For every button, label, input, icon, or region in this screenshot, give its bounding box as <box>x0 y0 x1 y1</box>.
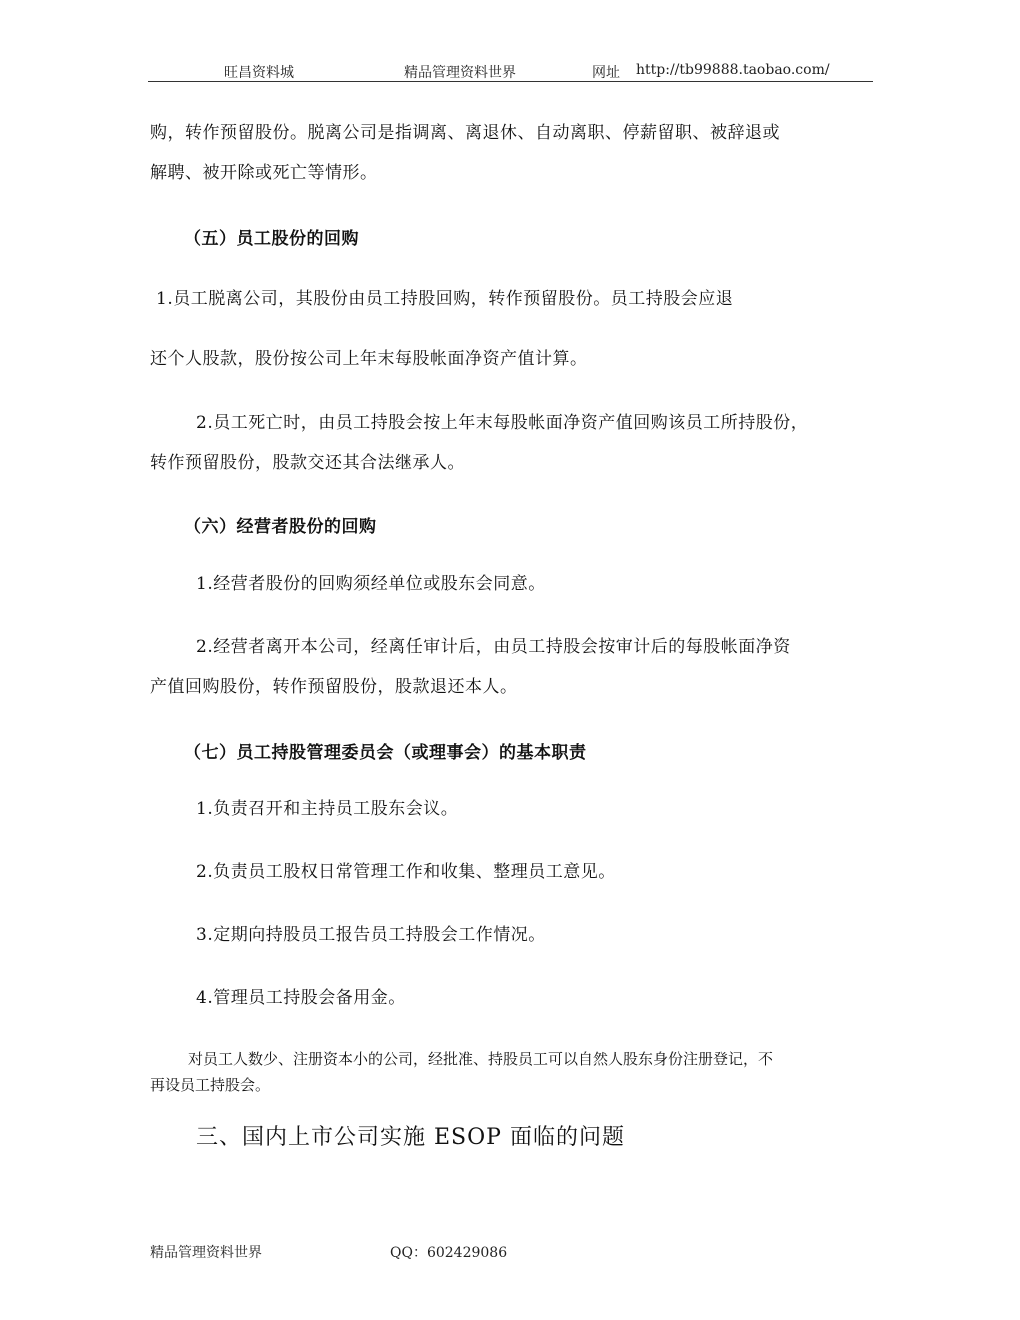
list-item: 3.定期向持股员工报告员工持股会工作情况。 <box>196 925 546 945</box>
header-left: 旺昌资料城 <box>224 65 294 81</box>
list-item: 4.管理员工持股会备用金。 <box>196 988 406 1008</box>
heading-five: （五）员工股份的回购 <box>184 229 359 249</box>
paragraph-line: 2.员工死亡时，由员工持股会按上年末每股帐面净资产值回购该员工所持股份， <box>196 413 809 433</box>
note-line: 再设员工持股会。 <box>150 1076 271 1094</box>
header-site-url: http://tb99888.taobao.com/ <box>636 62 830 78</box>
paragraph-line: 1.经营者股份的回购须经单位或股东会同意。 <box>196 574 546 594</box>
paragraph-line: 1.员工脱离公司，其股份由员工持股回购，转作预留股份。员工持股会应退 <box>156 289 734 309</box>
header-rule <box>148 81 873 82</box>
list-item: 1.负责召开和主持员工股东会议。 <box>196 799 459 819</box>
paragraph-line: 2.经营者离开本公司，经离任审计后，由员工持股会按审计后的每股帐面净资 <box>196 637 791 657</box>
heading-six: （六）经营者股份的回购 <box>184 517 377 537</box>
header-site-label: 网址 <box>592 65 620 81</box>
paragraph-line: 还个人股款，股份按公司上年末每股帐面净资产值计算。 <box>150 349 588 369</box>
list-item: 2.负责员工股权日常管理工作和收集、整理员工意见。 <box>196 862 616 882</box>
paragraph-line: 产值回购股份，转作预留股份，股款退还本人。 <box>150 677 518 697</box>
paragraph-line: 转作预留股份，股款交还其合法继承人。 <box>150 453 465 473</box>
paragraph-line: 购，转作预留股份。脱离公司是指调离、离退休、自动离职、停薪留职、被辞退或 <box>150 123 780 143</box>
header-center: 精品管理资料世界 <box>404 65 516 81</box>
paragraph-line: 解聘、被开除或死亡等情形。 <box>150 163 378 183</box>
footer-qq: QQ：602429086 <box>390 1245 508 1261</box>
note-line: 对员工人数少、注册资本小的公司，经批准、持股员工可以自然人股东身份注册登记，不 <box>188 1050 774 1068</box>
section-title: 三、国内上市公司实施 ESOP 面临的问题 <box>196 1125 625 1150</box>
heading-seven: （七）员工持股管理委员会（或理事会）的基本职责 <box>184 743 587 763</box>
footer-left: 精品管理资料世界 <box>150 1245 262 1261</box>
